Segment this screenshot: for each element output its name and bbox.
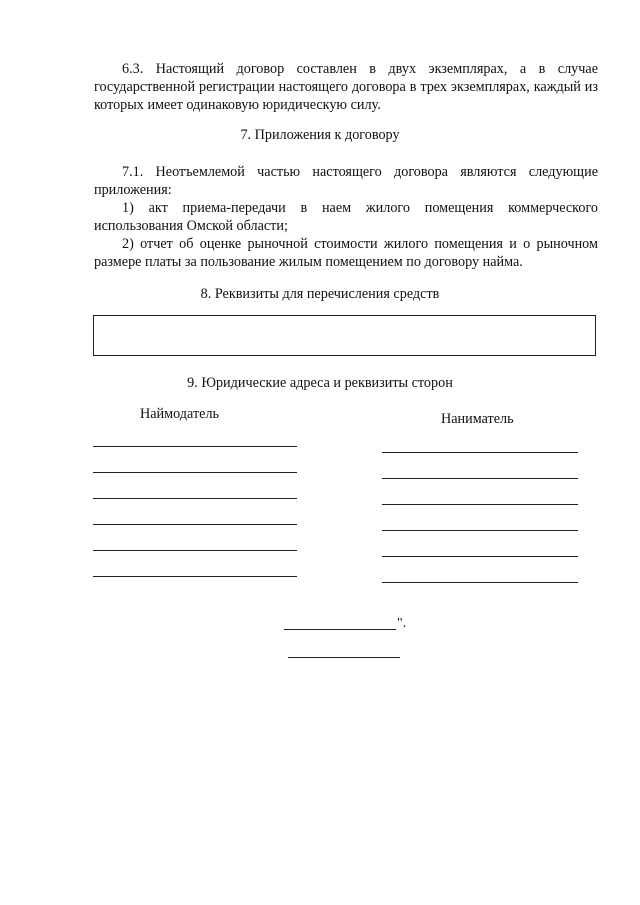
tenant-line bbox=[382, 452, 578, 453]
landlord-line bbox=[93, 472, 297, 473]
tenant-line bbox=[382, 556, 578, 557]
tenant-line bbox=[382, 478, 578, 479]
clause-7-1: 7.1. Неотъемлемой частью настоящего договора являются следующие приложения: bbox=[94, 164, 598, 198]
section-9-heading: 9. Юридические адреса и реквизиты сторон bbox=[187, 375, 453, 391]
tenant-line bbox=[382, 530, 578, 531]
footer-blank-line bbox=[288, 657, 400, 658]
footer-blank-line bbox=[284, 629, 396, 630]
appendix-item-1: 1) акт приема-передачи в наем жилого помещения коммерческого использования Омской области; bbox=[94, 200, 598, 234]
tenant-label: Наниматель bbox=[441, 411, 514, 427]
landlord-line bbox=[93, 498, 297, 499]
landlord-line bbox=[93, 550, 297, 551]
clause-6-3: 6.3. Настоящий договор составлен в двух экземплярах, а в случае государственной регистрации настоящего договора в трех экземплярах, каждый из которых имеет одинаковую юридическую силу. bbox=[94, 61, 598, 113]
payment-details-box bbox=[93, 315, 596, 356]
landlord-line bbox=[93, 446, 297, 447]
landlord-line bbox=[93, 576, 297, 577]
section-8-heading: 8. Реквизиты для перечисления средств bbox=[200, 286, 440, 302]
appendix-item-2: 2) отчет об оценке рыночной стоимости жилого помещения и о рыночном размере платы за пользование жилым помещением по договору найма. bbox=[94, 236, 598, 270]
tenant-line bbox=[382, 582, 578, 583]
section-7-heading: 7. Приложения к договору bbox=[240, 127, 400, 143]
tenant-line bbox=[382, 504, 578, 505]
footer-quote-mark: ". bbox=[397, 616, 407, 631]
landlord-label: Наймодатель bbox=[140, 406, 219, 422]
landlord-line bbox=[93, 524, 297, 525]
